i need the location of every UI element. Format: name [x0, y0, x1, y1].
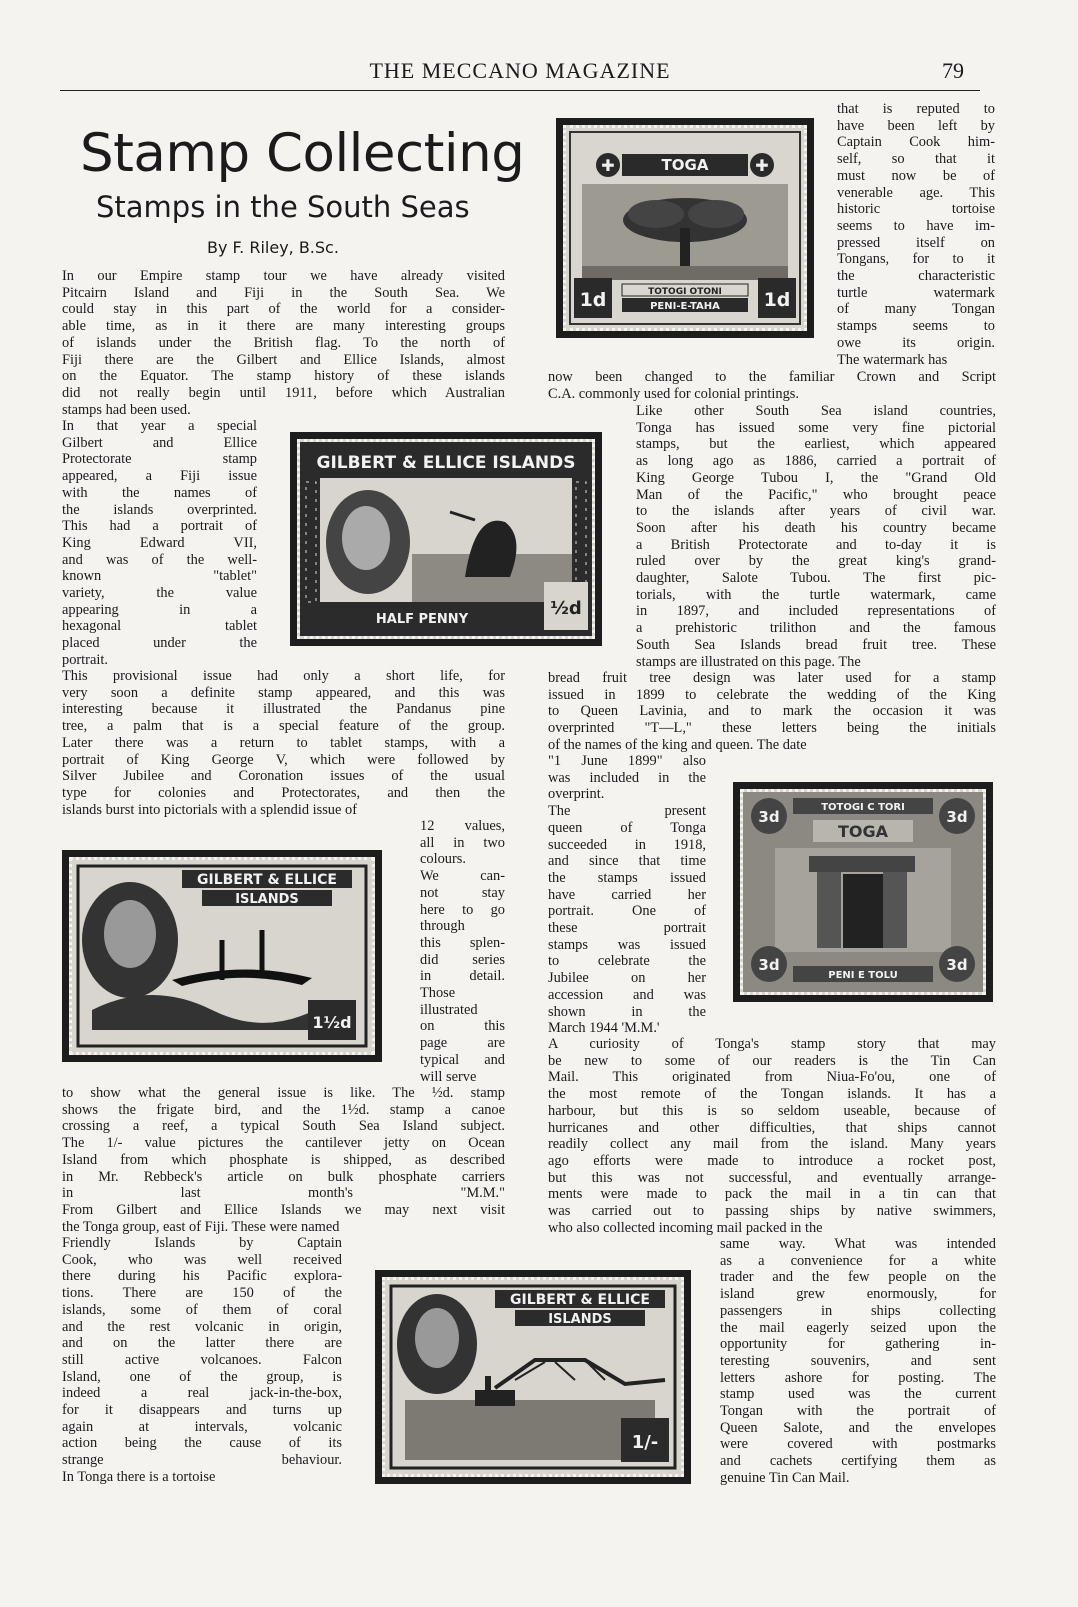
text-line: here to go [420, 901, 505, 918]
text-line: and the rest volcanic in origin, [62, 1318, 342, 1335]
stamp-label: GILBERT & ELLICE ISLANDS [316, 453, 576, 473]
text-line: In our Empire stamp tour we have already visited [62, 268, 505, 284]
text-line: stamp used was the current [720, 1386, 996, 1403]
stamp-label: TOGA [661, 156, 709, 174]
text-block-right-full-1 [548, 369, 996, 402]
text-line: The present [548, 803, 706, 820]
text-line: Silver Jubilee and Coronation issues of the usual [62, 768, 505, 785]
text-block-right-full-3 [548, 1036, 996, 1236]
text-line: In Tonga there is a tortoise [62, 1468, 216, 1485]
text-line: to the islands after years of civil war. [636, 503, 996, 520]
text-line: islands burst into pictorials with a splendid issue of [62, 801, 357, 818]
text-line: Soon after his death his country became [636, 519, 996, 536]
text-line: appeared, a Fiji issue [62, 468, 257, 485]
text-line: did series [420, 951, 505, 968]
text-line: trader and the few people on the [720, 1269, 996, 1286]
stamp-label: ISLANDS [235, 892, 299, 907]
article-title: Stamp Collecting [80, 123, 525, 184]
text-line: shows the frigate bird, and the 1½d. stamp a canoe [62, 1101, 505, 1118]
text-line: be new to some of our readers is the Tin Can [548, 1052, 996, 1069]
text-line: King Edward VII, [62, 534, 257, 551]
text-line: were covered with postmarks [720, 1436, 996, 1453]
stamp-value: 1/- [631, 1432, 659, 1453]
text-line: have been left by [837, 117, 995, 134]
text-block-left-full [62, 668, 505, 818]
text-line: all in two [420, 834, 505, 851]
text-line: self, so that it [837, 151, 995, 168]
text-line: Those [420, 985, 456, 1002]
text-line: hurricanes and other difficulties, that ships cannot [548, 1119, 996, 1136]
text-line: stamps was issued [548, 936, 706, 953]
text-line: these portrait [548, 920, 706, 937]
text-line: We can- [420, 868, 505, 885]
text-line: shown in the [548, 1003, 706, 1020]
stamp-label: HALF PENNY [375, 612, 469, 627]
text-line: ments were made to pack the mail in a tin can that [548, 1186, 996, 1203]
canoe-reef-illustration [72, 860, 372, 1052]
stamp-label: TOTOGI C TORI [821, 802, 905, 813]
text-line: portrait. [62, 651, 108, 668]
text-line: South Sea Islands bread fruit tree. These [636, 636, 996, 653]
text-block-right-bottom [720, 1236, 996, 1487]
text-line: the Tonga group, east of Fiji. These were named [62, 1218, 340, 1235]
stamp-tonga-1d-face [563, 125, 807, 331]
text-block-intro [62, 268, 505, 418]
stamp-value: 1d [579, 289, 607, 311]
text-line: 12 values, [420, 818, 505, 834]
text-line: have carried her [548, 886, 706, 903]
text-line: will serve [420, 1068, 477, 1085]
page-number: 79 [942, 58, 964, 83]
text-line: owe its origin. [837, 334, 995, 351]
stamp-gilbert-ellice-1-shilling [375, 1270, 691, 1484]
cantilever-jetty-illustration [385, 1280, 681, 1474]
magazine-title: THE MECCANO MAGAZINE [369, 58, 671, 83]
text-line: Later there was a return to tablet stamps, with a [62, 734, 505, 751]
text-line: again at intervals, volcanic [62, 1418, 342, 1435]
stamp-value: 1½d [312, 1013, 352, 1032]
text-line: with the names of [62, 484, 257, 501]
svg-text:✚: ✚ [601, 156, 615, 175]
text-block-right-narrow [636, 403, 996, 670]
stamp-label: TOGA [837, 822, 889, 841]
text-line: Jubilee on her [548, 970, 706, 987]
text-line: turtle watermark [837, 284, 995, 301]
stamp-gilbert-1half-face [69, 857, 375, 1055]
text-line: The 1/- value pictures the cantilever jetty on Ocean [62, 1135, 505, 1152]
text-line: for it disappears and turns up [62, 1402, 342, 1419]
text-line: the characteristic [837, 268, 995, 285]
stamp-label: GILBERT & ELLICE [197, 872, 337, 888]
text-line: on the Equator. The stamp history of these islands [62, 368, 505, 385]
text-block-right-top [837, 101, 995, 368]
text-line: who also collected incoming mail packed in the [548, 1219, 823, 1236]
text-line: action being the cause of its [62, 1435, 342, 1452]
text-line: this splen- [420, 934, 505, 951]
text-line: type for colonies and Protectorates, and then the [62, 784, 505, 801]
text-line: of islands under the British flag. To the north of [62, 334, 505, 351]
stamp-value: ½d [550, 598, 582, 619]
text-line: King George Tubou I, the "Grand Old [636, 469, 996, 486]
article-byline: By F. Riley, B.Sc. [207, 238, 339, 257]
text-line: tions. There are 150 of the [62, 1285, 342, 1302]
text-line: crossing a reef, a typical South Sea Island subject. [62, 1118, 505, 1135]
text-line: teresting souvenirs, and sent [720, 1352, 996, 1369]
text-line: still active volcanoes. Falcon [62, 1351, 342, 1368]
frigate-bird-illustration [300, 442, 592, 636]
text-line: the mail eagerly seized upon the [720, 1319, 996, 1336]
text-line: of the names of the king and queen. The date [548, 736, 807, 753]
text-line: Man of the Pacific," who brought peace [636, 486, 996, 503]
breadfruit-tree-illustration [566, 128, 804, 328]
text-line: historic tortoise [837, 201, 995, 218]
text-line: now been changed to the familiar Crown and Script [548, 369, 996, 385]
text-line: Like other South Sea island countries, [636, 403, 996, 419]
text-line: in detail. [420, 968, 505, 985]
text-line: overprint. [548, 786, 605, 803]
text-line: harbour, but this is so seldom useable, because of [548, 1102, 996, 1119]
text-line: From Gilbert and Ellice Islands we may next visit [62, 1201, 505, 1218]
text-line: in last month's "M.M." [62, 1185, 505, 1202]
text-line: variety, the value [62, 585, 257, 602]
text-line: on this [420, 1018, 505, 1035]
text-line: torials, with the turtle watermark, came [636, 586, 996, 603]
text-line: placed under the [62, 635, 257, 652]
text-line: issued in 1899 to celebrate the wedding of the King [548, 686, 996, 703]
text-block-left-bottom [62, 1235, 342, 1486]
text-line: there during his Pacific explora- [62, 1268, 342, 1285]
text-line: Fiji there are the Gilbert and Ellice Islands, almost [62, 351, 505, 368]
text-line: venerable age. This [837, 184, 995, 201]
text-line: typical and [420, 1051, 505, 1068]
text-line: Cook, who was well received [62, 1251, 342, 1268]
text-line: page are [420, 1035, 505, 1052]
stamp-value: 3d [758, 956, 780, 974]
text-line: portrait. One of [548, 903, 706, 920]
stamp-value: 3d [758, 808, 780, 826]
text-line: must now be of [837, 167, 995, 184]
text-line: able time, as in it there are many interesting groups [62, 318, 505, 335]
text-line: Island from which phosphate is shipped, as described [62, 1151, 505, 1168]
stamp-label: ISLANDS [548, 1312, 612, 1327]
text-line: A curiosity of Tonga's stamp story that may [548, 1036, 996, 1052]
text-line: illustrated [420, 1001, 478, 1018]
text-line: to celebrate the [548, 953, 706, 970]
text-line: colours. [420, 851, 466, 868]
text-line: This had a portrait of [62, 518, 257, 535]
stamp-value: 1d [763, 289, 791, 311]
text-line: Tongan with the portrait of [720, 1403, 996, 1420]
text-line: pressed itself on [837, 234, 995, 251]
text-line: through [420, 918, 465, 935]
text-line: to Queen Lavinia, and to mark the occasion it was [548, 703, 996, 720]
text-line: "1 June 1899" also [548, 753, 706, 769]
stamp-value: 3d [946, 808, 968, 826]
text-line: Island, one of the group, is [62, 1368, 342, 1385]
text-line: the stamps issued [548, 869, 706, 886]
stamp-label: GILBERT & ELLICE [510, 1292, 650, 1308]
stamp-ribbon-text: TOTOGI OTONI [648, 287, 722, 297]
text-line: indeed a real jack-in-the-box, [62, 1385, 342, 1402]
text-line: a prehistoric trilithon and the famous [636, 620, 996, 637]
text-line: the most remote of the Tongan islands. It has a [548, 1086, 996, 1103]
text-line: Captain Cook him- [837, 134, 995, 151]
stamp-gilbert-1s-face [382, 1277, 684, 1477]
text-line: overprinted "T—L," these letters being the initials [548, 720, 996, 737]
text-line: did not really begin until 1911, before which Australian [62, 384, 505, 401]
text-line: Mail. This originated from Niua-Fo'ou, one of [548, 1069, 996, 1086]
text-line: of many Tongan [837, 301, 995, 318]
text-line: letters ashore for posting. The [720, 1369, 996, 1386]
text-line: in 1897, and included representations of [636, 603, 996, 620]
text-line: and was of the well- [62, 551, 257, 568]
text-line: Protectorate stamp [62, 451, 257, 468]
stamp-value: 3d [946, 956, 968, 974]
text-line: hexagonal tablet [62, 618, 257, 635]
text-line: to show what the general issue is like. The ½d. stamp [62, 1085, 505, 1101]
text-line: Tongans, for to it [837, 251, 995, 268]
text-line: Friendly Islands by Captain [62, 1235, 342, 1251]
text-line: seems to have im- [837, 217, 995, 234]
article-subtitle: Stamps in the South Seas [96, 190, 470, 224]
text-line: could stay in this part of the world for a consider- [62, 301, 505, 318]
stamp-ribbon-text: PENI-E-TAHA [650, 301, 720, 312]
text-line: as a convenience for a white [720, 1252, 996, 1269]
text-line: stamps, but the earliest, which appeared [636, 436, 996, 453]
text-line: interesting because it illustrated the Pandanus pine [62, 701, 505, 718]
svg-text:✚: ✚ [755, 156, 769, 175]
text-line: appearing in a [62, 601, 257, 618]
text-line: stamps seems to [837, 318, 995, 335]
text-line: Gilbert and Ellice [62, 434, 257, 451]
text-line: Tonga has issued some very fine pictorial [636, 419, 996, 436]
text-line: strange behaviour. [62, 1452, 342, 1469]
text-line: daughter, Salote Tubou. The first pic- [636, 570, 996, 587]
trilithon-illustration [743, 792, 983, 992]
text-line: but this was not successful, and eventually arrange- [548, 1169, 996, 1186]
text-line: as long ago as 1886, carried a portrait of [636, 453, 996, 470]
text-line: succeeded in 1918, [548, 836, 706, 853]
text-line: genuine Tin Can Mail. [720, 1469, 850, 1486]
text-line: In that year a special [62, 418, 257, 434]
text-line: and since that time [548, 853, 706, 870]
text-line: opportunity for gathering in- [720, 1336, 996, 1353]
text-line: stamps are illustrated on this page. The [636, 653, 861, 670]
text-block-right-full-2 [548, 670, 996, 754]
text-line: accession and was [548, 986, 706, 1003]
text-line: not stay [420, 884, 505, 901]
text-line: and cachets certifying them as [720, 1453, 996, 1470]
text-line: Queen Salote, and the envelopes [720, 1419, 996, 1436]
stamp-tonga-3d-face [740, 789, 986, 995]
text-block-right-stamp-side [548, 753, 706, 1037]
text-line: ago efforts were made to introduce a rocket post, [548, 1152, 996, 1169]
text-line: known "tablet" [62, 568, 257, 585]
stamp-tonga-3d-trilithon [733, 782, 993, 1002]
text-line: passengers in ships collecting [720, 1302, 996, 1319]
stamp-label: PENI E TOLU [828, 970, 898, 981]
text-block-left-narrow [62, 418, 257, 669]
text-line: bread fruit tree design was later used for a stamp [548, 670, 996, 686]
text-line: islands, some of them of coral [62, 1301, 342, 1318]
text-line: island grew enormously, for [720, 1286, 996, 1303]
text-line: same way. What was intended [720, 1236, 996, 1252]
text-line: Pitcairn Island and Fiji in the South Sea. We [62, 284, 505, 301]
text-line: and on the latter there are [62, 1335, 342, 1352]
text-line: March 1944 'M.M.' [548, 1020, 660, 1037]
text-line: very soon a definite stamp appeared, and this was [62, 684, 505, 701]
text-line: in Mr. Rebbeck's article on bulk phosphate carriers [62, 1168, 505, 1185]
stamp-gilbert-ellice-1half [62, 850, 382, 1062]
text-line: C.A. commonly used for colonial printings. [548, 385, 800, 402]
text-block-left-stamp-side [420, 818, 505, 1085]
stamp-gilbert-ellice-half-penny [290, 432, 602, 646]
text-line: a British Protectorate and to-day it is [636, 536, 996, 553]
text-block-left-lower [62, 1085, 505, 1235]
text-line: ruled over by the great king's grand- [636, 553, 996, 570]
running-header [60, 56, 980, 91]
text-line: The watermark has [837, 351, 948, 368]
text-line: that is reputed to [837, 101, 995, 117]
text-line: This provisional issue had only a short life, for [62, 668, 505, 684]
text-line: was included in the [548, 769, 706, 786]
stamp-gilbert-half-face [297, 439, 595, 639]
text-line: the islands overprinted. [62, 501, 257, 518]
text-line: readily collect any mail from the island. Many years [548, 1136, 996, 1153]
text-line: portrait of King George V, which were followed by [62, 751, 505, 768]
text-line: was carried out to passing ships by native swimmers, [548, 1203, 996, 1220]
text-line: queen of Tonga [548, 819, 706, 836]
stamp-tonga-1d [556, 118, 814, 338]
text-line: tree, a palm that is a special feature of the group. [62, 718, 505, 735]
text-line: stamps had been used. [62, 401, 191, 418]
